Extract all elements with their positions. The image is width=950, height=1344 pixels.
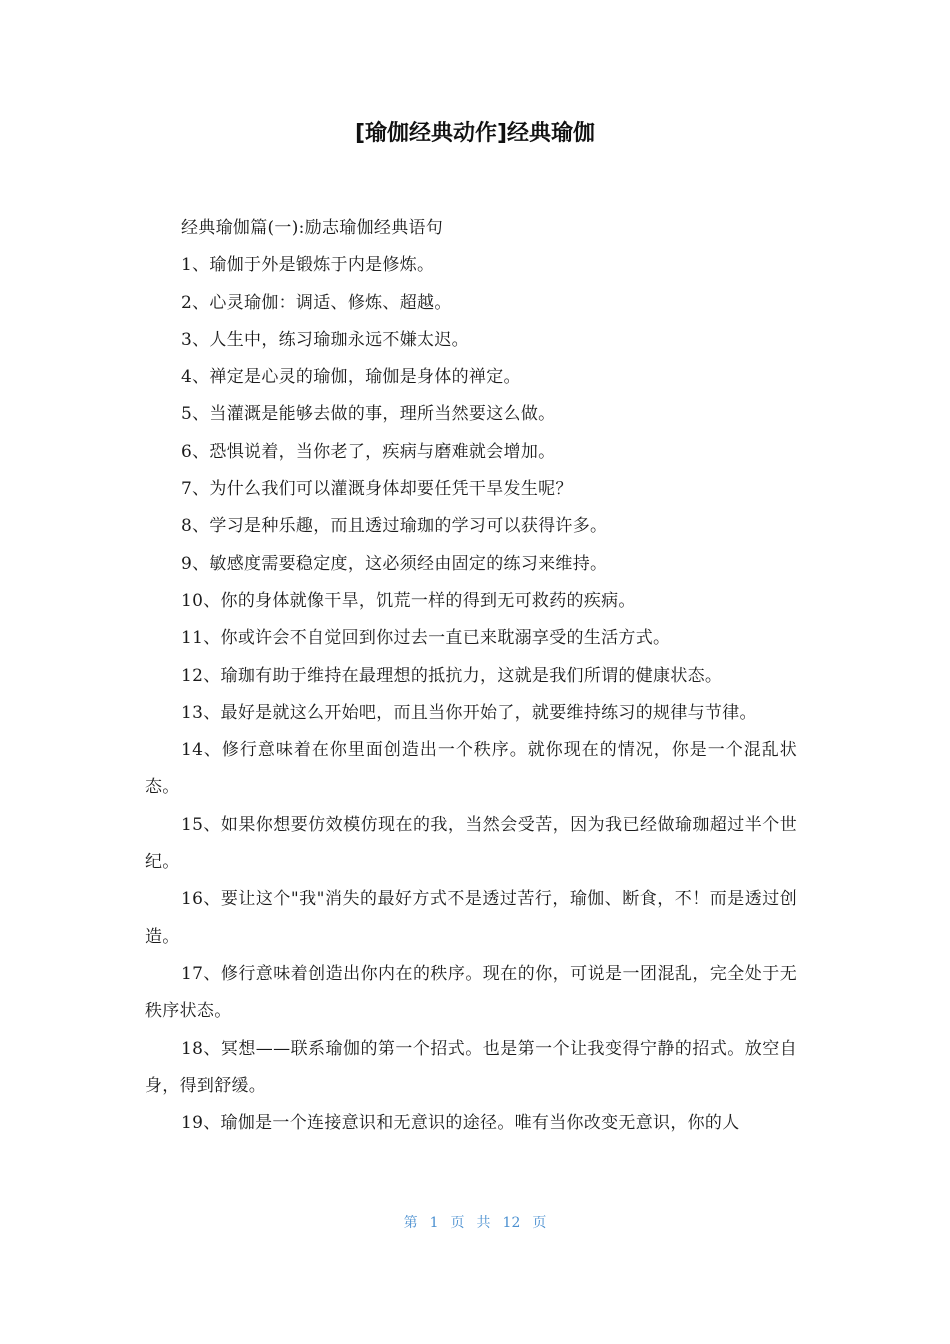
paragraph-heading: 经典瑜伽篇(一):励志瑜伽经典语句 (181, 218, 444, 238)
paragraph: 8、学习是种乐趣，而且透过瑜珈的学习可以获得许多。 (181, 516, 608, 537)
paragraph: 11、你或许会不自觉回到你过去一直已来耽溺享受的生活方式。 (181, 628, 671, 649)
footer-total-pages: 12 (502, 1215, 521, 1231)
paragraph: 13、最好是就这么开始吧，而且当你开始了，就要维持练习的规律与节律。 (181, 702, 757, 723)
paragraph: 19、瑜伽是一个连接意识和无意识的途径。唯有当你改变无意识，你的人 (181, 1113, 740, 1134)
paragraph: 18、冥想——联系瑜伽的第一个招式。也是第一个让我变得宁静的招式。放空自身，得到舒缓。 (145, 1038, 797, 1096)
paragraph: 10、你的身体就像干旱，饥荒一样的得到无可救药的疾病。 (181, 590, 636, 611)
paragraph: 12、瑜珈有助于维持在最理想的抵抗力，这就是我们所谓的健康状态。 (181, 665, 723, 686)
footer-page-word: 第 (403, 1215, 418, 1231)
footer-page-unit: 页 (450, 1215, 465, 1231)
paragraph: 15、如果你想要仿效模仿现在的我，当然会受苦，因为我已经做瑜珈超过半个世纪。 (145, 814, 797, 873)
paragraph: 3、人生中，练习瑜珈永远不嫌太迟。 (181, 329, 469, 350)
paragraph: 9、敏感度需要稳定度，这必须经由固定的练习来维持。 (181, 553, 608, 574)
paragraph: 5、当灌溉是能够去做的事，理所当然要这么做。 (181, 404, 556, 425)
paragraph: 4、禅定是心灵的瑜伽，瑜伽是身体的禅定。 (181, 367, 521, 388)
paragraph: 14、修行意味着在你里面创造出一个秩序。就你现在的情况，你是一个混乱状态。 (145, 740, 797, 798)
paragraph: 2、心灵瑜伽：调适、修炼、超越。 (181, 292, 452, 313)
footer-current-page: 1 (429, 1215, 439, 1231)
paragraph: 17、修行意味着创造出你内在的秩序。现在的你，可说是一团混乱，完全处于无秩序状态。 (145, 963, 797, 1022)
paragraph: 16、要让这个"我"消失的最好方式不是透过苦行，瑜伽、断食，不！而是透过创造。 (145, 889, 797, 947)
page-title: [瑜伽经典动作]经典瑜伽 (354, 121, 596, 146)
paragraph: 6、恐惧说着，当你老了，疾病与磨难就会增加。 (181, 441, 556, 462)
paragraph: 7、为什么我们可以灌溉身体却要任凭干旱发生呢？ (181, 479, 573, 500)
page-footer (0, 1212, 950, 1234)
footer-total-word: 共 (476, 1215, 491, 1231)
document-body (145, 210, 797, 1142)
footer-total-unit: 页 (532, 1215, 547, 1231)
paragraph: 1、瑜伽于外是锻炼于内是修炼。 (181, 255, 435, 276)
